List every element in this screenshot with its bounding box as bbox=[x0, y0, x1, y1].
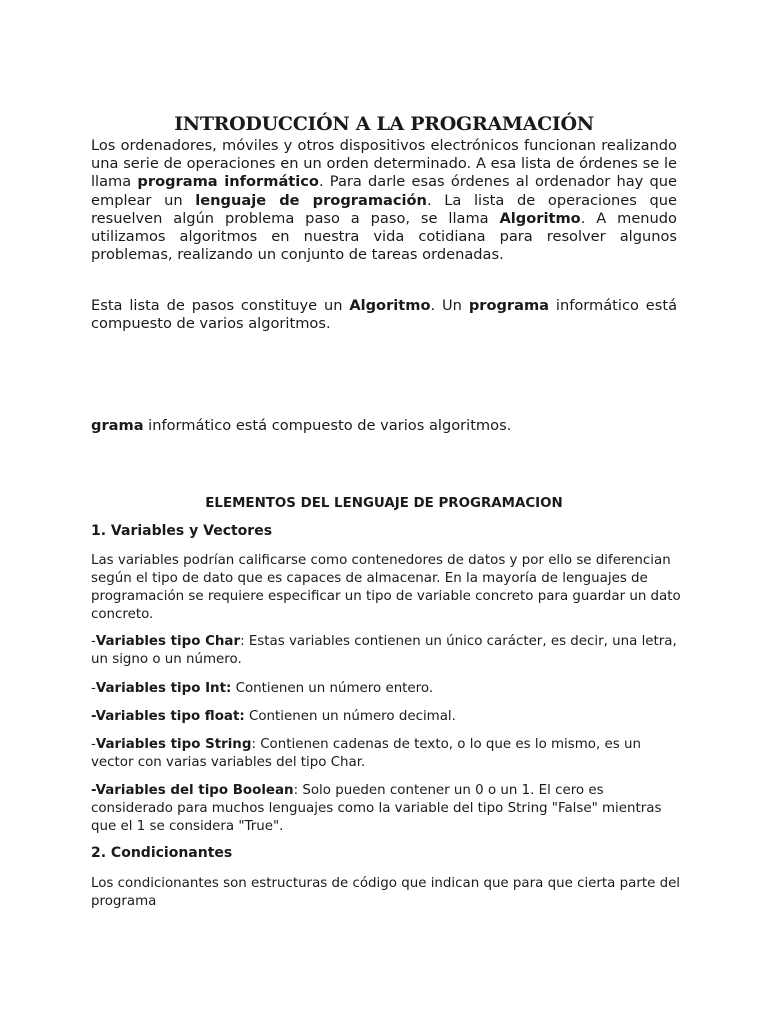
term-algoritmo: Algoritmo bbox=[499, 209, 581, 227]
item-int: -Variables tipo Int: Contienen un número entero. bbox=[91, 681, 434, 696]
heading-variables: 1. Variables y Vectores bbox=[91, 523, 273, 539]
section-title: ELEMENTOS DEL LENGUAJE DE PROGRAMACION bbox=[205, 496, 563, 511]
term-algoritmo-2: Algoritmo bbox=[349, 297, 431, 314]
condicionantes-paragraph: Los condicionantes son estructuras de código que indican que para que cierta parte del programa bbox=[91, 876, 681, 909]
term-programa: programa bbox=[468, 297, 550, 314]
heading-condicionantes: 2. Condicionantes bbox=[91, 845, 233, 861]
algorithm-paragraph: Esta lista de pasos constituye un Algoritmo. Un programa informático está compuesto de varios algoritmos. bbox=[91, 297, 678, 333]
fragment-paragraph: grama informático está compuesto de varios algoritmos. bbox=[91, 417, 512, 434]
item-char: -Variables tipo Char: Estas variables contienen un único carácter, es decir, una letra, un signo o un número. bbox=[91, 634, 677, 667]
intro-paragraph: Los ordenadores, móviles y otros dispositivos electrónicos funcionan realizando una serie de operaciones en un orden determinado. A esa lista de órdenes se le llama programa informático. Para darle esas órdenes al ordenador hay que emplear un lenguaje de programación. La lista de operaciones que resuelven algún problema paso a paso, se llama Algoritmo. A menudo utilizamos algoritmos en nuestra vida cotidiana para resolver algunos problemas, realizando un conjunto de tareas ordenadas. bbox=[91, 137, 677, 264]
item-float: -Variables tipo float: Contienen un número decimal. bbox=[91, 709, 456, 724]
term-programa-informatico: programa informático bbox=[137, 173, 319, 191]
item-string: -Variables tipo String: Contienen cadenas de texto, o lo que es lo mismo, es un vector con varias variables del tipo Char. bbox=[91, 737, 641, 770]
variables-paragraph: Las variables podrían calificarse como contenedores de datos y por ello se diferencian según el tipo de dato que es capaces de almacenar. En la mayoría de lenguajes de programación se requiere especificar un tipo de variable concreto para guardar un dato concreto. bbox=[91, 553, 681, 622]
document-title: INTRODUCCIÓN A LA PROGRAMACIÓN bbox=[174, 113, 594, 135]
term-lenguaje-programacion: lenguaje de programación bbox=[195, 191, 427, 209]
item-boolean: -Variables del tipo Boolean: Solo pueden contener un 0 o un 1. El cero es considerado para muchos lenguajes como la variable del tipo String "False" mientras que el 1 se considera "True". bbox=[91, 783, 662, 834]
